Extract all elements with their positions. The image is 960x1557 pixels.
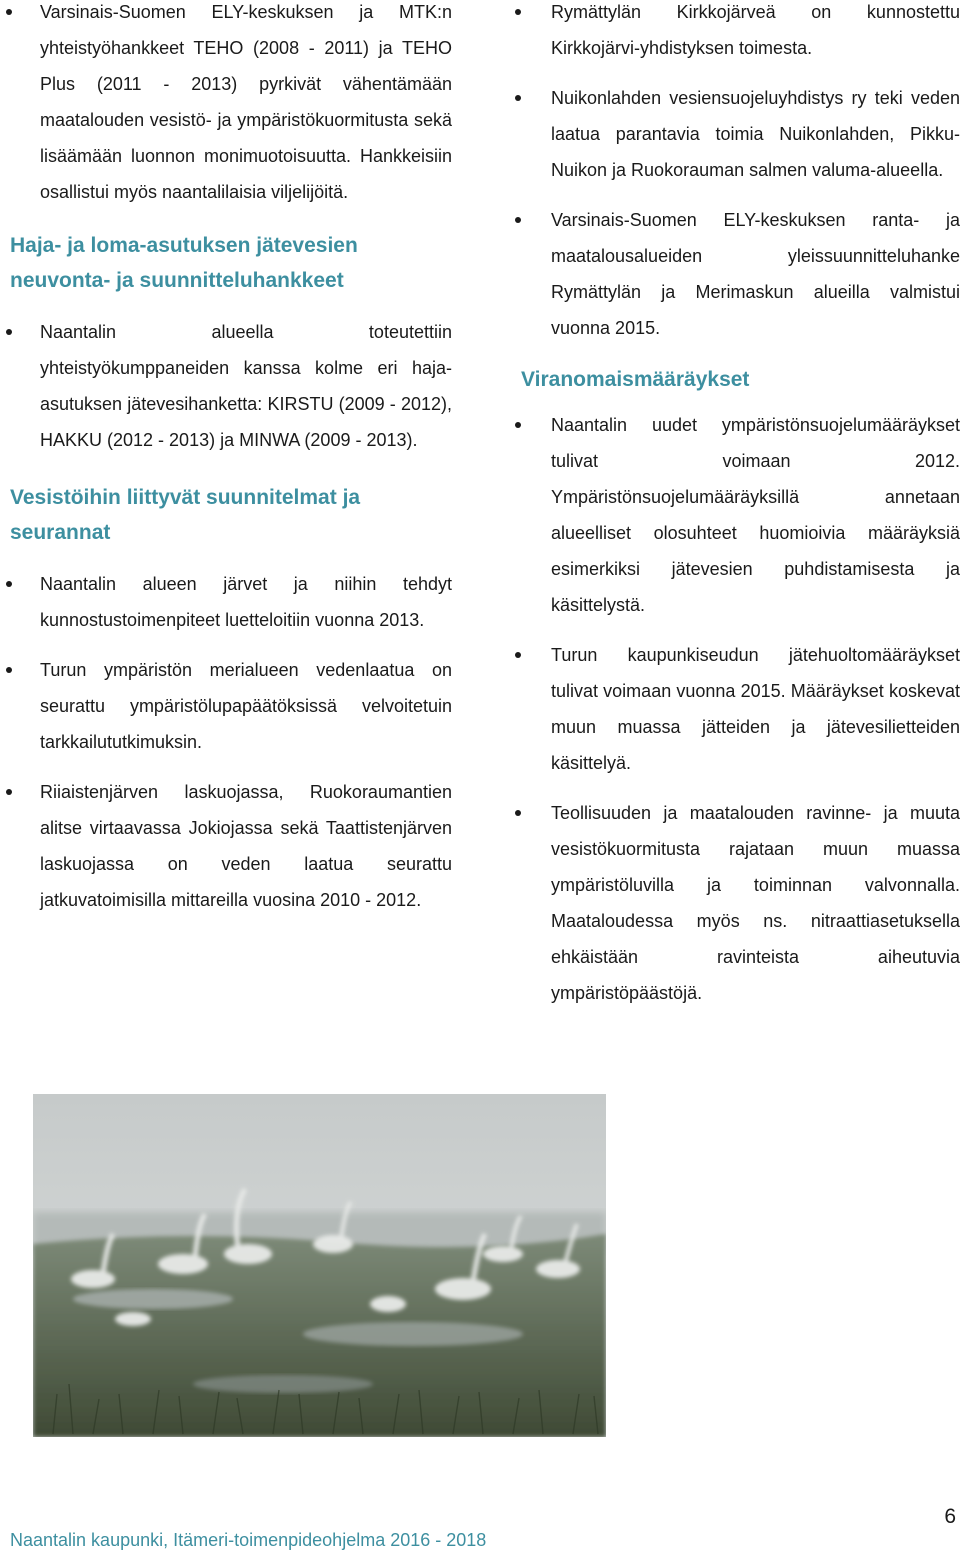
right-column — [510, 0, 960, 1011]
swans-photo-image — [33, 1094, 606, 1437]
left-column — [0, 0, 452, 918]
list-item-text: Nuikonlahden vesiensuojeluyhdistys ry teki veden laatua parantavia toimia Nuikonlahden, Pikku-Nuikon ja Ruokorauman salmen valuma-alueella. — [551, 88, 960, 180]
swans-photo — [33, 1094, 606, 1437]
footer-text: Naantalin kaupunki, Itämeri-toimenpideohjelma 2016 - 2018 — [10, 1530, 487, 1550]
list-item — [510, 202, 960, 346]
bullet-icon — [6, 581, 12, 587]
list-item — [510, 0, 960, 66]
section-heading: Haja- ja loma-asutuksen jätevesien neuvonta- ja suunnitteluhankkeet — [10, 234, 358, 292]
section-heading: Viranomaismääräykset — [521, 368, 750, 391]
list-item — [510, 80, 960, 188]
bullet-icon — [6, 329, 12, 335]
bullet-icon — [515, 652, 521, 658]
list-item-text: Rymättylän Kirkkojärveä on kunnostettu Kirkkojärvi-yhdistyksen toimesta. — [551, 2, 960, 58]
bullet-icon — [515, 217, 521, 223]
list-item-text: Naantalin alueen järvet ja niihin tehdyt kunnostustoimenpiteet luetteloitiin vuonna 2013. — [40, 574, 452, 630]
bullet-icon — [515, 810, 521, 816]
list-item — [510, 637, 960, 781]
list-item — [510, 407, 960, 623]
list-item-text: Turun kaupunkiseudun jätehuoltomääräykset tulivat voimaan vuonna 2015. Määräykset koskevat muun muassa jätteiden ja jätevesilietteiden käsittelyä. — [551, 645, 960, 773]
list-item-text: Naantalin uudet ympäristönsuojelumääräykset tulivat voimaan 2012. Ympäristönsuojelumääräyksillä annetaan alueelliset olosuhteet huomioivia määräyksiä esimerkiksi jätevesien puhdistamisesta ja käsittelystä. — [551, 415, 960, 615]
bullet-icon — [515, 422, 521, 428]
list-item — [510, 795, 960, 1011]
bullet-icon — [6, 9, 12, 15]
list-item-text: Teollisuuden ja maatalouden ravinne- ja muuta vesistökuormitusta rajataan muun muassa ympäristöluvilla ja toiminnan valvonnalla. Maataloudessa myös ns. nitraattiasetuksella ehkäistään ravinteista aiheutuvia ympäristöpäästöjä. — [551, 803, 960, 1003]
page-number: 6 — [944, 1505, 956, 1528]
list-item — [0, 0, 452, 210]
bullet-icon — [6, 667, 12, 673]
list-item — [0, 314, 452, 458]
list-item-text: Naantalin alueella toteutettiin yhteistyökumppaneiden kanssa kolme eri haja-asutuksen jätevesihanketta: KIRSTU (2009 - 2012), HAKKU (2012 - 2013) ja MINWA (2009 - 2013). — [40, 322, 452, 450]
list-item-text: Turun ympäristön merialueen vedenlaatua on seurattu ympäristölupapäätöksissä velvoitetuin tarkkailututkimuksin. — [40, 660, 452, 752]
list-item — [0, 652, 452, 760]
intro-text: Varsinais-Suomen ELY-keskuksen ja MTK:n yhteistyöhankkeet TEHO (2008 - 2011) ja TEHO Plus (2011 - 2013) pyrkivät vähentämään maatalouden vesistö- ja ympäristökuormitusta sekä lisäämään luonnon monimuotoisuutta. Hankkeisiin osallistui myös naantalilaisia viljelijöitä. — [40, 2, 452, 202]
bullet-icon — [6, 789, 12, 795]
bullet-icon — [515, 9, 521, 15]
section-heading: Vesistöihin liittyvät suunnitelmat ja seurannat — [10, 486, 361, 544]
list-item-text: Riiaistenjärven laskuojassa, Ruokoraumantien alitse virtaavassa Jokiojassa sekä Taattistenjärven laskuojassa on veden laatua seurattu jatkuvatoimisilla mittareilla vuosina 2010 - 2012. — [40, 782, 452, 910]
list-item — [0, 566, 452, 638]
list-item — [0, 774, 452, 918]
list-item-text: Varsinais-Suomen ELY-keskuksen ranta- ja maatalousalueiden yleissuunnitteluhanke Rymättylän ja Merimaskun alueilla valmistui vuonna 2015. — [551, 210, 960, 338]
bullet-icon — [515, 95, 521, 101]
